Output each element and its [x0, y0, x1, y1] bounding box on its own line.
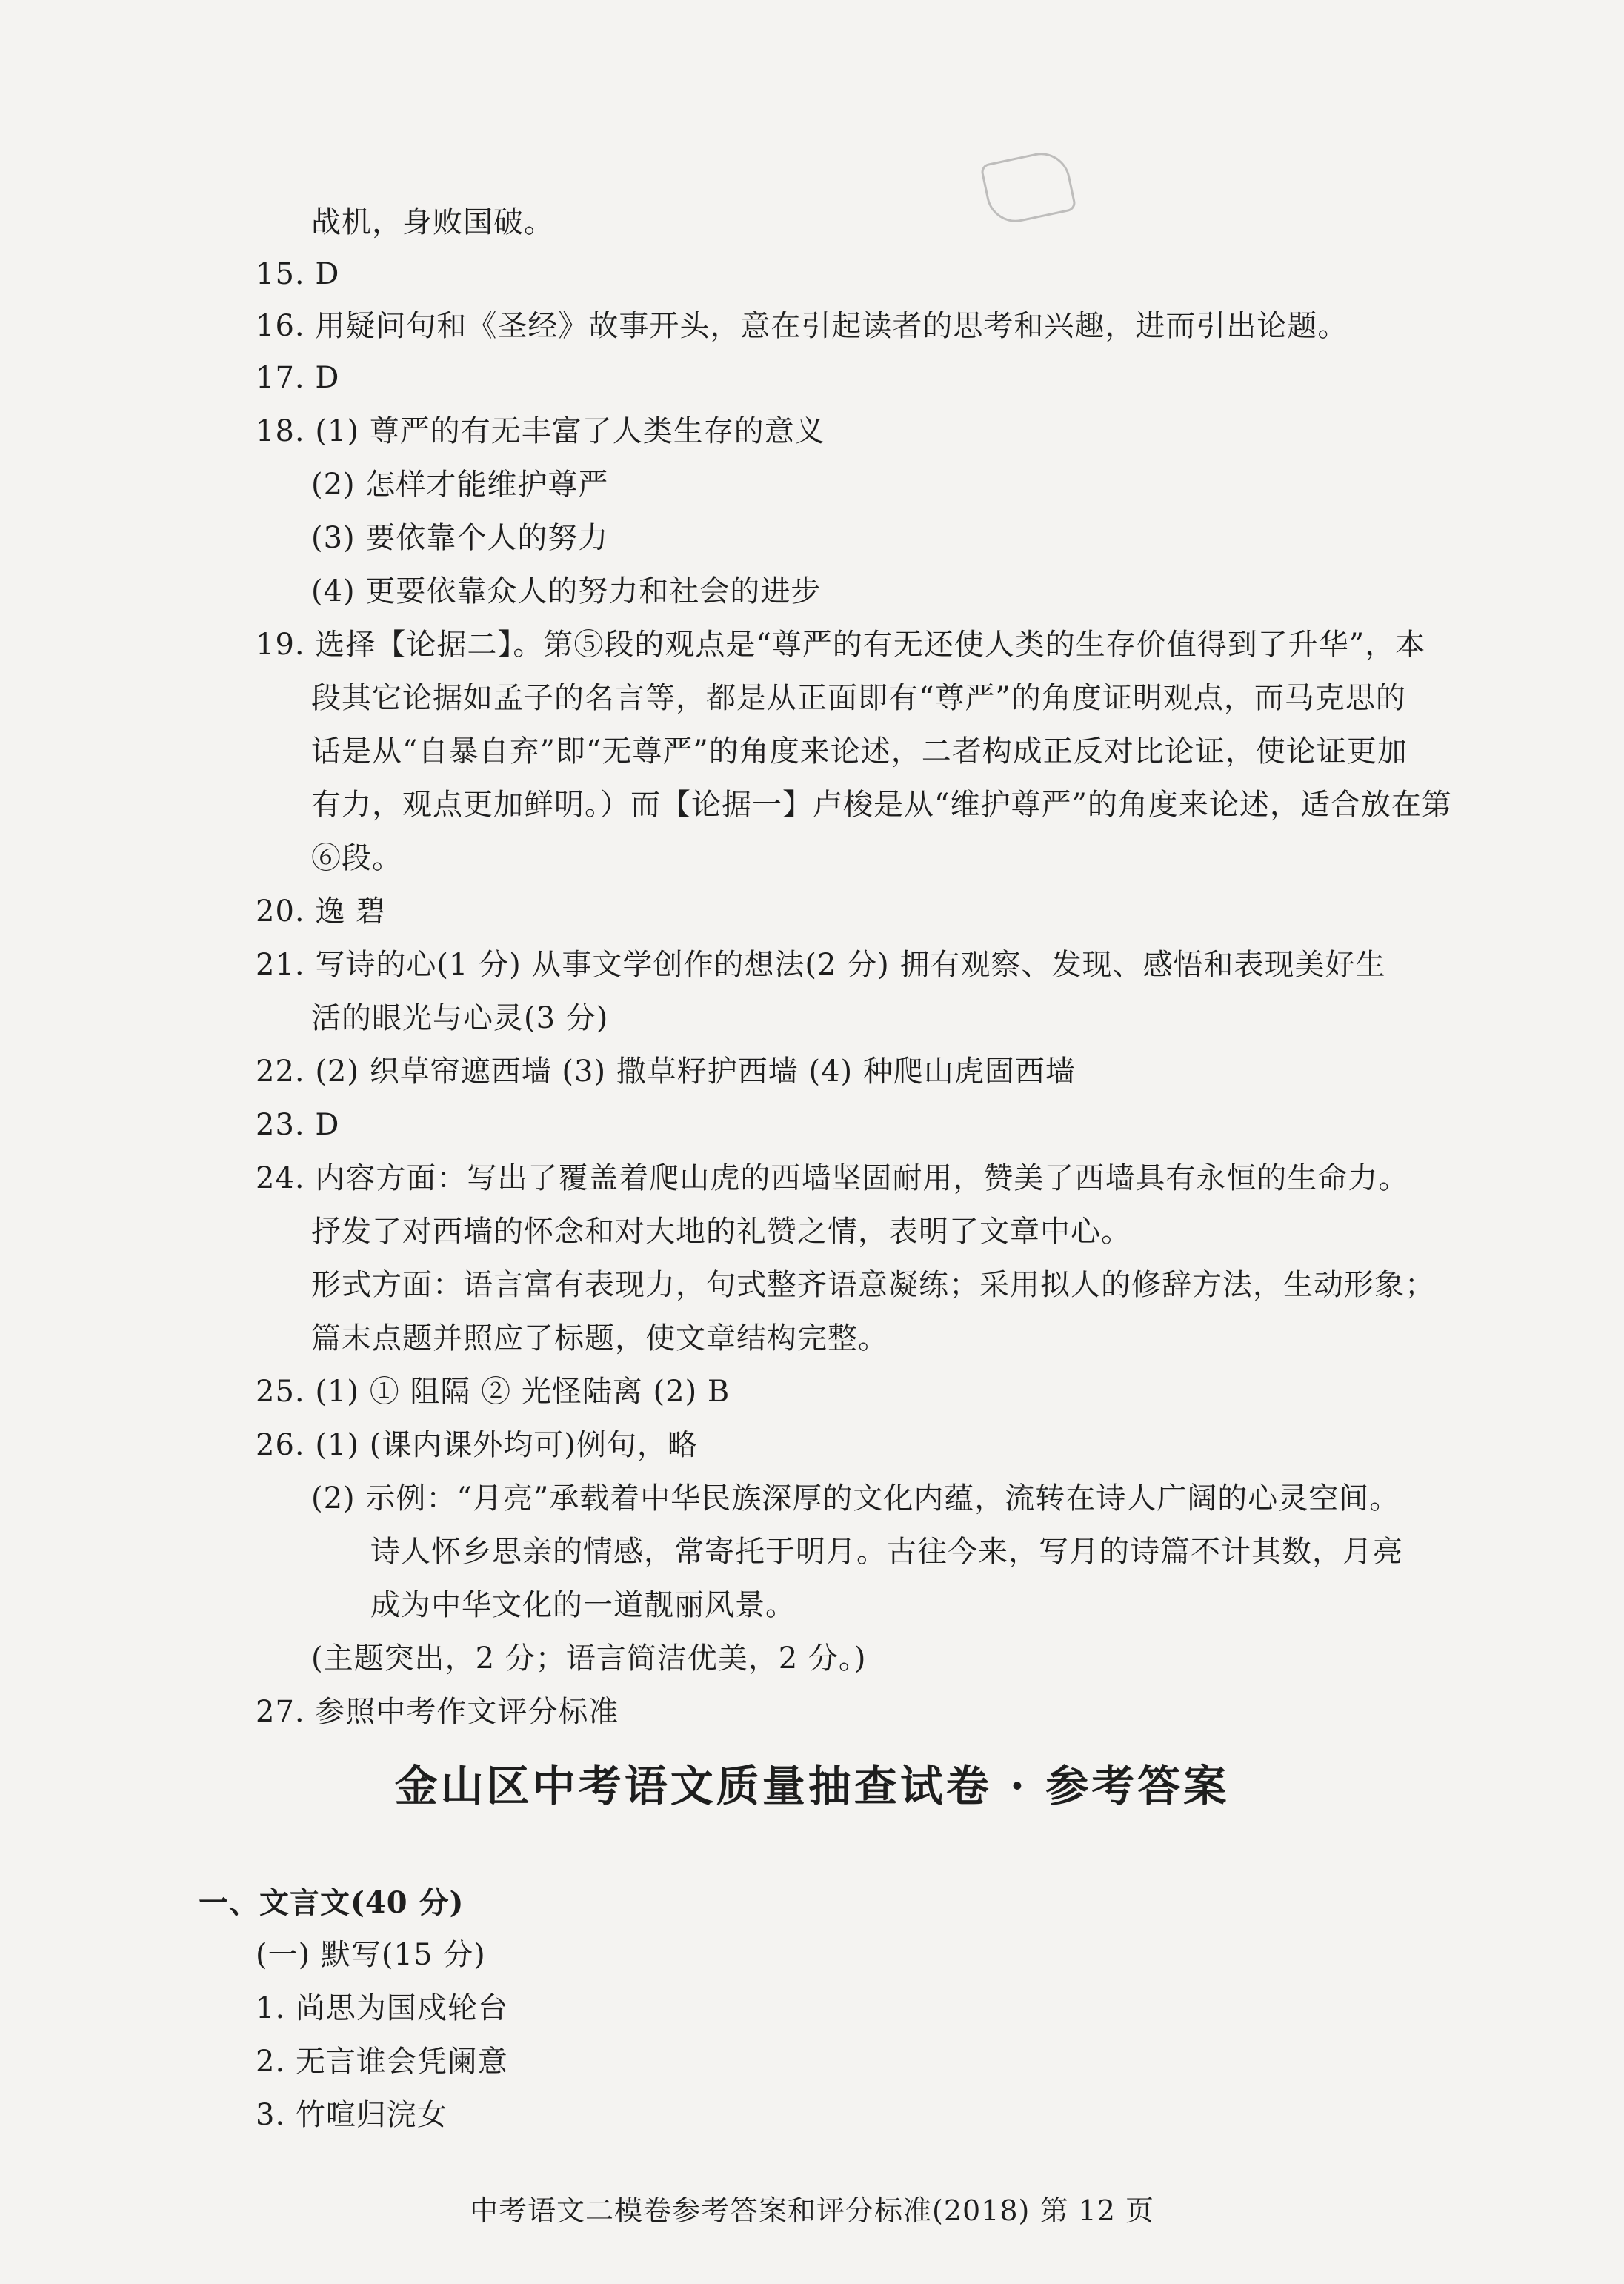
answer-line: 段其它论据如孟子的名言等，都是从正面即有“尊严”的角度证明观点，而马克思的 — [311, 681, 1406, 715]
answer-line: (3) 要依靠个人的努力 — [311, 521, 609, 555]
answer-line: 21. 写诗的心(1 分) 从事文学创作的想法(2 分) 拥有观察、发现、感悟和表现美好生 — [256, 948, 1386, 982]
answer-line: 15. D — [256, 257, 340, 291]
answer-line: 23. D — [256, 1108, 340, 1142]
section-item: 1. 尚思为国戍轮台 — [256, 1991, 508, 2025]
answer-line: 形式方面：语言富有表现力，句式整齐语意凝练；采用拟人的修辞方法，生动形象； — [311, 1268, 1435, 1302]
page-footer: 中考语文二模卷参考答案和评分标准(2018) 第 12 页 — [470, 2194, 1154, 2227]
answer-line: (2) 怎样才能维护尊严 — [311, 468, 609, 502]
answer-line: 战机，身败国破。 — [311, 205, 554, 239]
answer-line: 有力，观点更加鲜明。）而【论据一】卢梭是从“维护尊严”的角度来论述，适合放在第 — [311, 788, 1452, 822]
answer-line: 25. (1) ① 阻隔 ② 光怪陆离 (2) B — [256, 1375, 731, 1409]
section-item: 3. 竹喧归浣女 — [256, 2098, 447, 2132]
answer-line: 26. (1) (课内课外均可)例句，略 — [256, 1428, 698, 1462]
answer-line: 篇末点题并照应了标题，使文章结构完整。 — [311, 1321, 888, 1355]
answer-line: 诗人怀乡思亲的情感，常寄托于明月。古往今来，写月的诗篇不计其数，月亮 — [370, 1535, 1403, 1569]
answer-line: 22. (2) 织草帘遮西墙 (3) 撒草籽护西墙 (4) 种爬山虎固西墙 — [256, 1055, 1076, 1089]
section-item: 2. 无言谁会凭阑意 — [256, 2045, 508, 2079]
answer-line: 20. 逸 碧 — [256, 894, 387, 929]
answer-line: 27. 参照中考作文评分标准 — [256, 1695, 619, 1729]
answer-line: 成为中华文化的一道靓丽风景。 — [370, 1588, 796, 1622]
answer-line: 19. 选择【论据二】。第⑤段的观点是“尊严的有无还使人类的生存价值得到了升华”，本 — [256, 628, 1426, 662]
answer-line: 抒发了对西墙的怀念和对大地的礼赞之情，表明了文章中心。 — [311, 1215, 1131, 1249]
answer-line: (4) 更要依靠众人的努力和社会的进步 — [311, 574, 822, 608]
section-heading: 金山区中考语文质量抽查试卷 · 参考答案 — [394, 1761, 1230, 1811]
section-subtitle: (一) 默写(15 分) — [256, 1938, 486, 1972]
answer-line: 活的眼光与心灵(3 分) — [311, 1001, 609, 1035]
answer-line: 16. 用疑问句和《圣经》故事开头，意在引起读者的思考和兴趣，进而引出论题。 — [256, 309, 1348, 343]
section-title: 一、文言文(40 分) — [199, 1885, 465, 1920]
answer-line: 17. D — [256, 361, 340, 395]
answer-line: 18. (1) 尊严的有无丰富了人类生存的意义 — [256, 414, 825, 448]
answer-line: ⑥段。 — [311, 841, 402, 875]
answer-line: (主题突出，2 分；语言简洁优美，2 分。) — [311, 1641, 867, 1676]
answer-line: (2) 示例：“月亮”承载着中华民族深厚的文化内蕴，流转在诗人广阔的心灵空间。 — [311, 1481, 1400, 1516]
answer-line: 话是从“自暴自弃”即“无尊严”的角度来论述，二者构成正反对比论证，使论证更加 — [311, 734, 1408, 768]
answer-line: 24. 内容方面：写出了覆盖着爬山虎的西墙坚固耐用，赞美了西墙具有永恒的生命力。 — [256, 1161, 1409, 1195]
